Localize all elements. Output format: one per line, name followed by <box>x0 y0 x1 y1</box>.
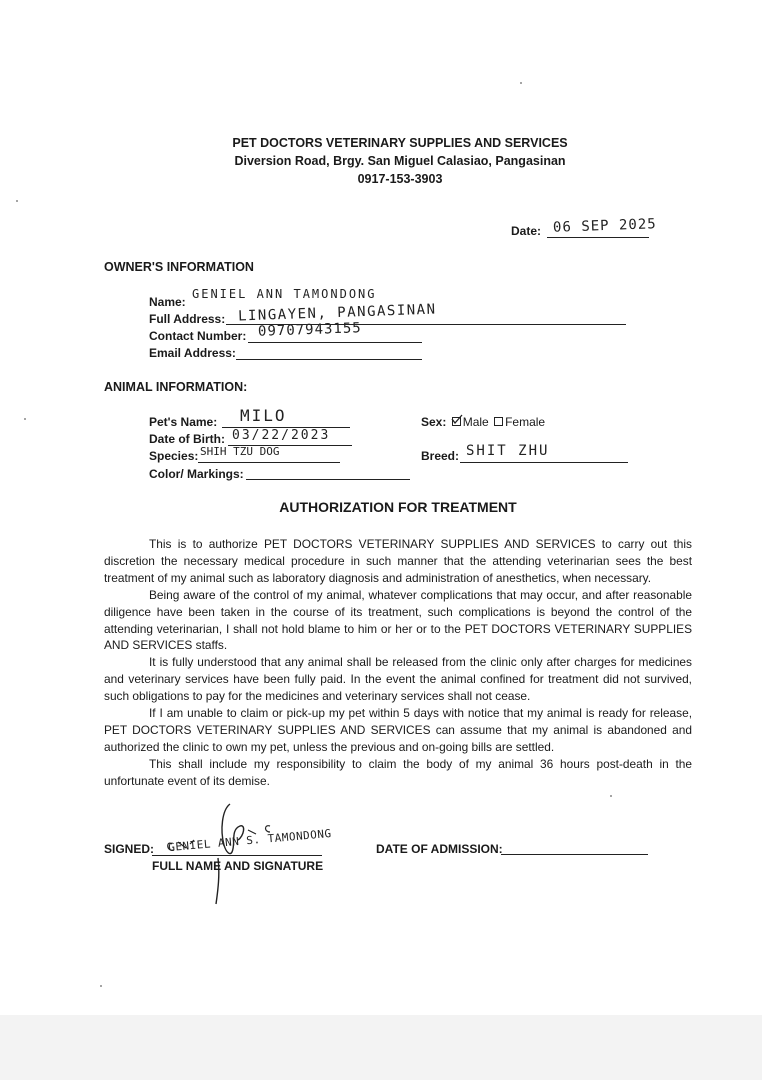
sex-female-checkbox[interactable] <box>494 417 503 426</box>
owner-email-line <box>236 359 422 360</box>
owner-heading: OWNER'S INFORMATION <box>104 260 254 274</box>
dob-label: Date of Birth: <box>149 432 225 446</box>
scan-speck <box>520 82 522 84</box>
authorization-paragraph: It is fully understood that any animal shall be released from the clinic only after charges for medicines and veterinary services have been fully paid. In the event the animal confined for treatment did not survived, such obligations to pay for the medicines and veterinary services shall not cease. <box>104 655 692 704</box>
scan-speck <box>100 985 102 987</box>
owner-contact-value[interactable]: 09707943155 <box>257 320 362 340</box>
authorization-paragraph: Being aware of the control of my animal, whatever complications that may occur, and after reasonable diligence have been taken in the course of its treatment, such complications is beyond the control of the attending veterinarian, I shall not hold blame to him or her or to the PET DOCTORS VETERINARY SUPPLIES AND SERVICES staffs. <box>104 587 692 653</box>
signature-handwritten[interactable]: GENIEL ANN S. TAMONDONG <box>167 826 333 855</box>
breed-label: Breed: <box>421 449 460 463</box>
company-address: Diversion Road, Brgy. San Miguel Calasiao, Pangasinan <box>234 154 566 168</box>
company-name: PET DOCTORS VETERINARY SUPPLIES AND SERVICES <box>232 136 568 150</box>
authorization-paragraph: If I am unable to claim or pick-up my pet within 5 days with notice that my animal is ready for release, PET DOCTORS VETERINARY SUPPLIES AND SERVICES can assume that my animal is abandoned and authorized the clinic to own my pet, unless the previous and on-going bills are settled. <box>104 706 692 754</box>
pet-name-value[interactable]: MILO <box>240 406 287 425</box>
dob-value[interactable]: 03/22/2023 <box>232 428 331 443</box>
authorization-body <box>104 536 692 790</box>
owner-name-value[interactable]: GENIEL ANN TAMONDONG <box>192 287 377 301</box>
color-line <box>246 479 410 480</box>
sex-male-label: Male <box>462 415 489 429</box>
species-label: Species: <box>149 449 199 463</box>
owner-address-value[interactable]: LINGAYEN, PANGASINAN <box>237 301 437 325</box>
species-value[interactable]: SHIH TZU DOG <box>200 445 280 458</box>
signed-label: SIGNED: <box>104 842 155 856</box>
owner-name-label: Name: <box>149 295 186 309</box>
owner-email-label: Email Address: <box>149 346 236 360</box>
scan-speck <box>610 795 612 797</box>
date-value[interactable]: 06 SEP 2025 <box>552 216 657 236</box>
signature-caption: FULL NAME AND SIGNATURE <box>152 859 324 873</box>
admission-label: DATE OF ADMISSION: <box>376 842 503 856</box>
owner-contact-label: Contact Number: <box>149 329 247 343</box>
breed-value[interactable]: SHIT ZHU <box>466 443 550 459</box>
pet-name-label: Pet's Name: <box>149 415 218 429</box>
date-label: Date: <box>511 224 542 238</box>
company-phone: 0917-153-3903 <box>357 172 443 186</box>
authorization-paragraph: This shall include my responsibility to claim the body of my animal 36 hours post-death in the unfortunate event of its demise. <box>104 756 692 788</box>
owner-address-label: Full Address: <box>149 312 226 326</box>
authorization-paragraph: This is to authorize PET DOCTORS VETERINARY SUPPLIES AND SERVICES to carry out this discretion the necessary medical procedure in such manner that the attending veterinarian sees the best treatment of my animal such as laboratory diagnosis and administration of anesthetics, when necessary. <box>104 537 692 585</box>
scan-background <box>0 1015 762 1080</box>
signature-scribble <box>160 800 350 910</box>
color-label: Color/ Markings: <box>149 467 244 481</box>
checkmark-icon <box>451 414 463 424</box>
scan-speck <box>16 200 18 202</box>
date-line <box>547 237 649 238</box>
admission-line <box>501 854 648 855</box>
sex-field <box>421 415 545 429</box>
sex-label: Sex: <box>421 415 447 429</box>
species-line <box>198 462 340 463</box>
sex-male-checkbox[interactable] <box>452 417 461 426</box>
animal-heading: ANIMAL INFORMATION: <box>104 380 248 394</box>
breed-line <box>460 462 628 463</box>
sex-female-label: Female <box>505 415 546 429</box>
owner-contact-line <box>248 342 422 343</box>
scan-speck <box>24 418 26 420</box>
authorization-title: AUTHORIZATION FOR TREATMENT <box>279 499 517 515</box>
